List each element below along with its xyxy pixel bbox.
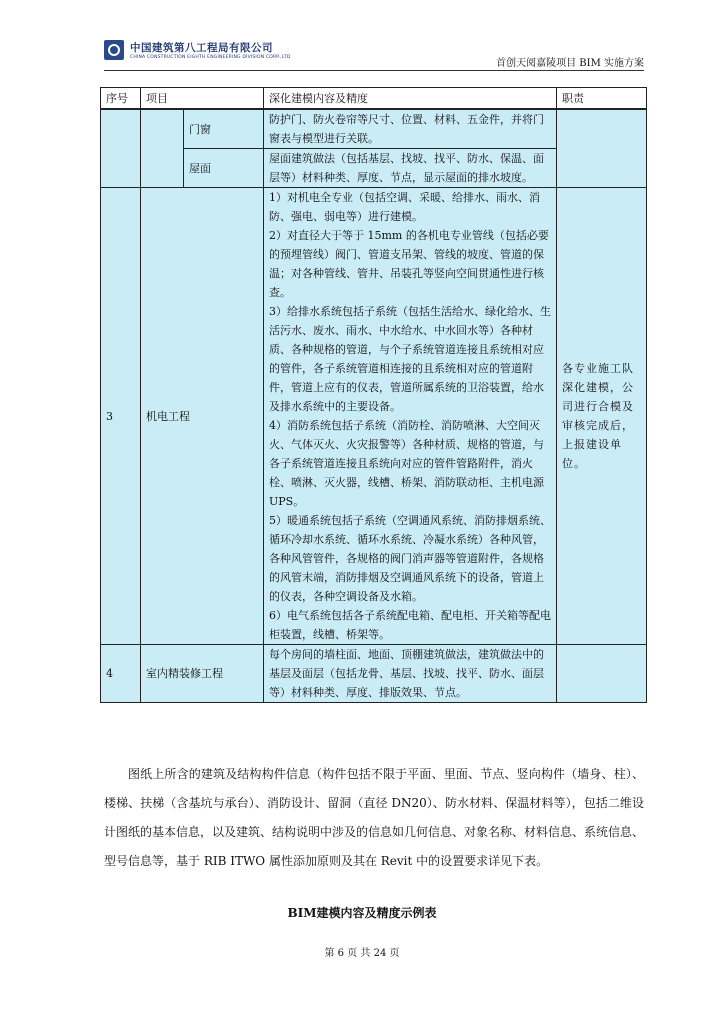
table-row-door — [101, 109, 647, 149]
cell-content-roof: 屋面建筑做法（包括基层、找坡、找平、防水、保温、面层等）材料种类、厚度、节点，显示屋面的排水坡度。 — [264, 149, 557, 188]
page-header — [104, 40, 644, 71]
header-resp: 职责 — [557, 88, 647, 110]
cell-sub-roof: 屋面 — [184, 149, 264, 188]
cell-item-mep: 机电工程 — [141, 188, 264, 645]
cell-no-3: 3 — [101, 188, 141, 645]
table-row-interior — [101, 645, 647, 703]
mep-para-6: 6）电气系统包括各子系统配电箱、配电柜、开关箱等配电柜装置，线槽、桥架等。 — [269, 609, 551, 641]
company-name-en: CHINA CONSTRUCTION EIGHTH ENGINEERING DIVISION CORP.,LTD — [130, 55, 291, 60]
mep-para-5: 5）暖通系统包括子系统（空调通风系统、消防排烟系统、循环冷却水系统、循环水系统、冷凝水系统）各种风管，各种风管管件，各规格的阀门消声器等管道附件，各规格的风管末端，消防排烟及空调通风系统下的设备，管道上的仪表，各种空调设备及水箱。 — [269, 514, 551, 603]
cell-content-mep — [264, 188, 557, 645]
mep-para-3: 3）给排水系统包括子系统（包括生活给水、绿化给水、生活污水、废水、雨水、中水给水、中水回水等）各种材质、各种规格的管道，与个子系统管道连接且系统相对应的管件，各子系统管道相连接的且系统相对应的管道附件，管道上应有的仪表，管道所属系统的卫浴装置，给水及排水系统中的主要设备。 — [269, 305, 551, 413]
table-caption: BIM建模内容及精度示例表 — [287, 906, 437, 920]
page-footer: 第 6 页 共 24 页 — [324, 948, 400, 959]
cell-sub-door: 门窗 — [184, 109, 264, 149]
table-row-mep — [101, 188, 647, 645]
mep-para-4: 4）消防系统包括子系统（消防栓、消防喷淋、大空间灭火、气体灭火、火灾报警等）各种材质、规格的管道，与各子系统管道连接且系统向对应的管件管路附件，消火栓、喷淋、灭火器，线槽、桥架、消防联动柜、主机电源 UPS。 — [269, 419, 544, 508]
cell-content-door: 防护门、防火卷帘等尺寸、位置、材料、五金件，并将门窗表与模型进行关联。 — [264, 109, 557, 149]
mep-para-2: 2）对直径大于等于 15mm 的各机电专业管线（包括必要的预埋管线）阀门、管道支吊架、管线的坡度、管道的保温；对各种管线、管井、吊装孔等竖向空间贯通性进行核查。 — [269, 229, 549, 299]
cell-item-continued — [141, 109, 184, 188]
cell-content-interior: 每个房间的墙柱面、地面、顶棚建筑做法，建筑做法中的基层及面层（包括龙骨、基层、找坡、找平、防水、面层等）材料种类、厚度、排版效果、节点。 — [264, 645, 557, 703]
body-paragraph: 图纸上所含的建筑及结构构件信息（构件包括不限于平面、里面、节点、竖向构件（墙身、柱）、楼梯、扶梯（含基坑与承台）、消防设计、留洞（直径 DN20）、防水材料、保温材料等），包括二维设计图纸的基本信息，以及建筑、结构说明中涉及的信息如几何信息、对象名称、材料信息、系统信息、型号信息等，基于 RIB ITWO 属性添加原则及其在 Revit 中的设置要求详见下表。 — [104, 767, 645, 868]
document-title: 首创天阅嘉陵项目 BIM 实施方案 — [496, 58, 644, 69]
company-logo-icon — [104, 40, 124, 60]
cell-resp-continued — [557, 109, 647, 188]
header-no: 序号 — [101, 88, 141, 110]
cell-item-interior: 室内精装修工程 — [141, 645, 264, 703]
cell-no-4: 4 — [101, 645, 141, 703]
table-header-row — [101, 88, 647, 110]
company-name-cn: 中国建筑第八工程局有限公司 — [130, 42, 273, 54]
cell-resp-mep: 各专业施工队深化建模，公司进行合模及审核完成后，上报建设单位。 — [557, 188, 647, 645]
modeling-spec-table — [100, 87, 647, 703]
header-content: 深化建模内容及精度 — [264, 88, 557, 110]
header-item: 项目 — [141, 88, 264, 110]
cell-resp-interior — [557, 645, 647, 703]
mep-para-1: 1）对机电全专业（包括空调、采暖、给排水、雨水、消防、强电、弱电等）进行建模。 — [269, 191, 540, 223]
cell-no-continued — [101, 109, 141, 188]
